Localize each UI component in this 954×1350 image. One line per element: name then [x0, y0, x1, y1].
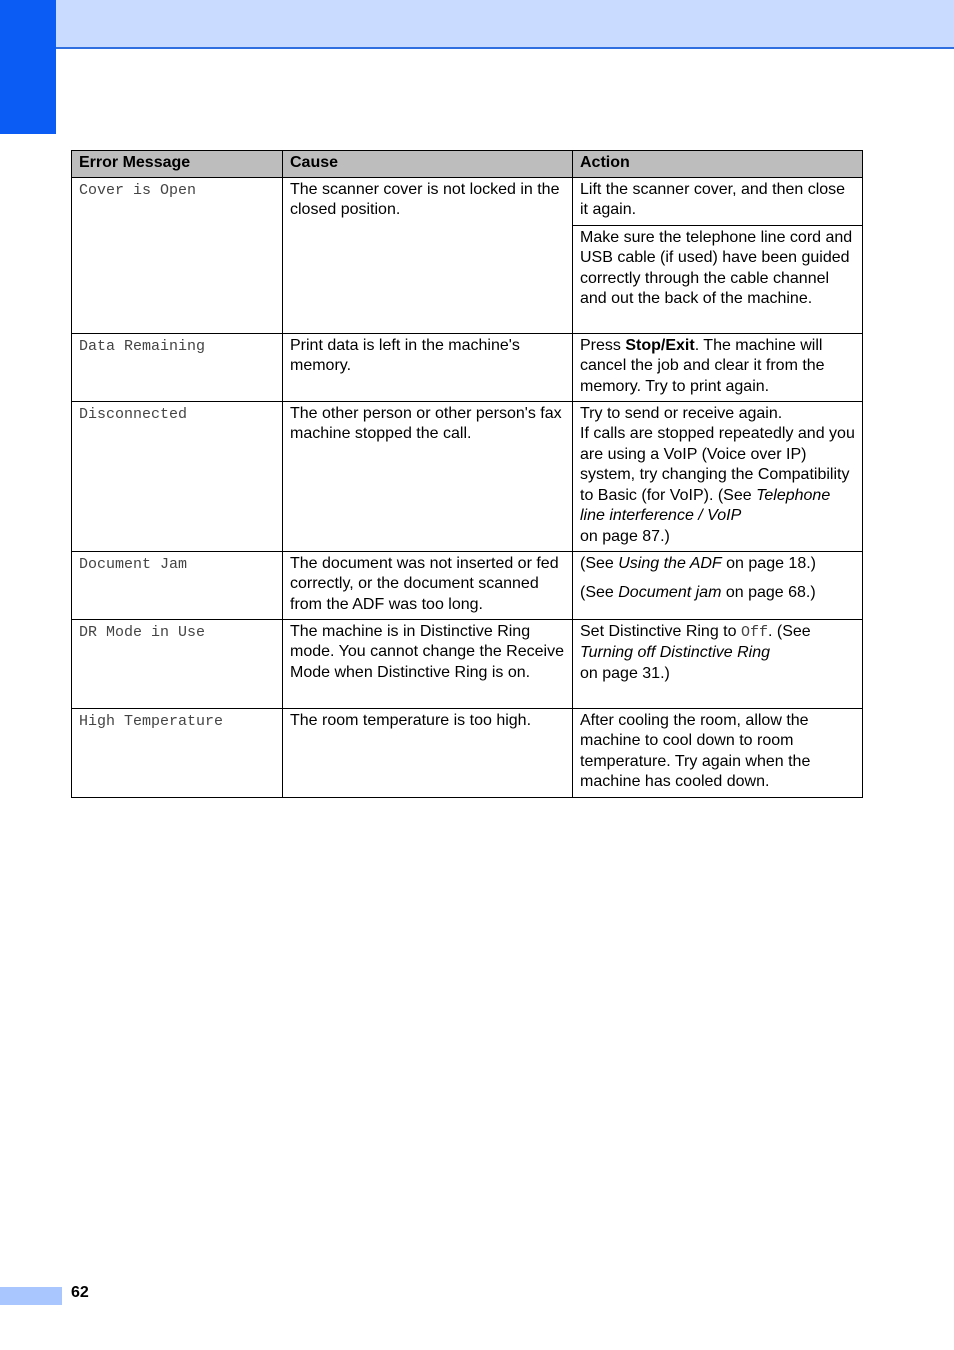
error-message-cell: [72, 333, 283, 401]
cause-cell: [283, 401, 573, 551]
stop-exit-key-label: Stop/Exit: [625, 336, 695, 354]
error-message-cell: [72, 619, 283, 708]
action-text: Lift the scanner cover, and then close it again.: [580, 180, 846, 218]
cause-cell: [283, 551, 573, 619]
cross-reference: Document jam: [618, 584, 722, 601]
cross-reference: Telephone line interference / VoIP: [580, 486, 831, 524]
cross-reference: Using the ADF: [618, 554, 722, 572]
error-message-cell: [72, 708, 283, 797]
table-row: [72, 401, 863, 551]
error-message-table: [71, 150, 863, 798]
cause-text: The room temperature is too high.: [290, 711, 532, 729]
cause-cell: [283, 333, 573, 401]
setting-value: Off: [740, 623, 768, 641]
action-text: After cooling the room, allow the machine to cool down to room temperature. Try again when the machine has cooled down.: [580, 711, 811, 790]
cause-text: Print data is left in the machine's memory.: [290, 336, 520, 374]
error-message-text: Data Remaining: [79, 337, 206, 355]
action-cell: [573, 708, 863, 797]
table-row: [72, 333, 863, 401]
action-text-part: on page 68.): [721, 584, 816, 601]
error-message-text: High Temperature: [79, 712, 224, 730]
action-text: [580, 554, 855, 575]
cause-text: The scanner cover is not locked in the closed position.: [290, 180, 560, 218]
page-number: 62: [71, 1284, 89, 1301]
error-message-cell: [72, 551, 283, 619]
action-cell: [573, 177, 863, 225]
action-text-part: on page 87.): [580, 527, 670, 545]
action-text: [580, 424, 855, 547]
action-text-part: (See: [580, 584, 619, 601]
chapter-tab: [0, 0, 56, 134]
header-band: [0, 0, 954, 49]
error-message-text: Disconnected: [79, 405, 188, 423]
table-header-row: [72, 151, 863, 178]
action-cell: [573, 551, 863, 619]
cause-text: The document was not inserted or fed correctly, or the document scanned from the ADF was too long.: [290, 554, 559, 613]
table-row: [72, 708, 863, 797]
action-text: . The machine will cancel the job and clear it from the memory. Try to print again.: [580, 336, 825, 395]
action-text: Try to send or receive again.: [580, 404, 783, 422]
action-cell: [573, 401, 863, 551]
header-action: Action: [573, 151, 863, 178]
cause-cell: [283, 708, 573, 797]
error-message-text: Document Jam: [79, 555, 188, 573]
error-message-text: DR Mode in Use: [79, 623, 206, 641]
table-row: [72, 619, 863, 708]
table-row: [72, 177, 863, 225]
action-text-part: If calls are stopped repeatedly and you are using a VoIP (Voice over IP) system, try changing the Compatibility to Basic (for VoIP). (See: [580, 425, 855, 504]
header-cause: Cause: [283, 151, 573, 178]
action-text-part: on page 31.): [580, 664, 670, 682]
error-message-text: Cover is Open: [79, 181, 197, 199]
footer-bar: [0, 1287, 62, 1305]
action-text-part: Set Distinctive Ring to: [580, 622, 741, 640]
action-text-part: . (See: [767, 622, 811, 640]
action-text: Make sure the telephone line cord and USB cable (if used) have been guided correctly through the cable channel and out the back of the machine.: [580, 228, 853, 307]
action-cell: [573, 225, 863, 333]
action-cell: [573, 333, 863, 401]
header-error-message: Error Message: [72, 151, 283, 178]
cause-cell: [283, 619, 573, 708]
table-row: [72, 551, 863, 619]
action-text-part: (See: [580, 554, 619, 572]
action-text-part: on page 18.): [721, 554, 816, 572]
action-text: [580, 583, 855, 604]
cross-reference: Turning off Distinctive Ring: [580, 644, 770, 661]
action-text: Press: [580, 336, 626, 354]
error-message-cell: [72, 401, 283, 551]
cause-text: The machine is in Distinctive Ring mode. You cannot change the Receive Mode when Distinctive Ring is on.: [290, 622, 564, 681]
cause-cell: [283, 177, 573, 333]
error-message-cell: [72, 177, 283, 333]
action-cell: [573, 619, 863, 708]
cause-text: The other person or other person's fax machine stopped the call.: [290, 404, 562, 442]
